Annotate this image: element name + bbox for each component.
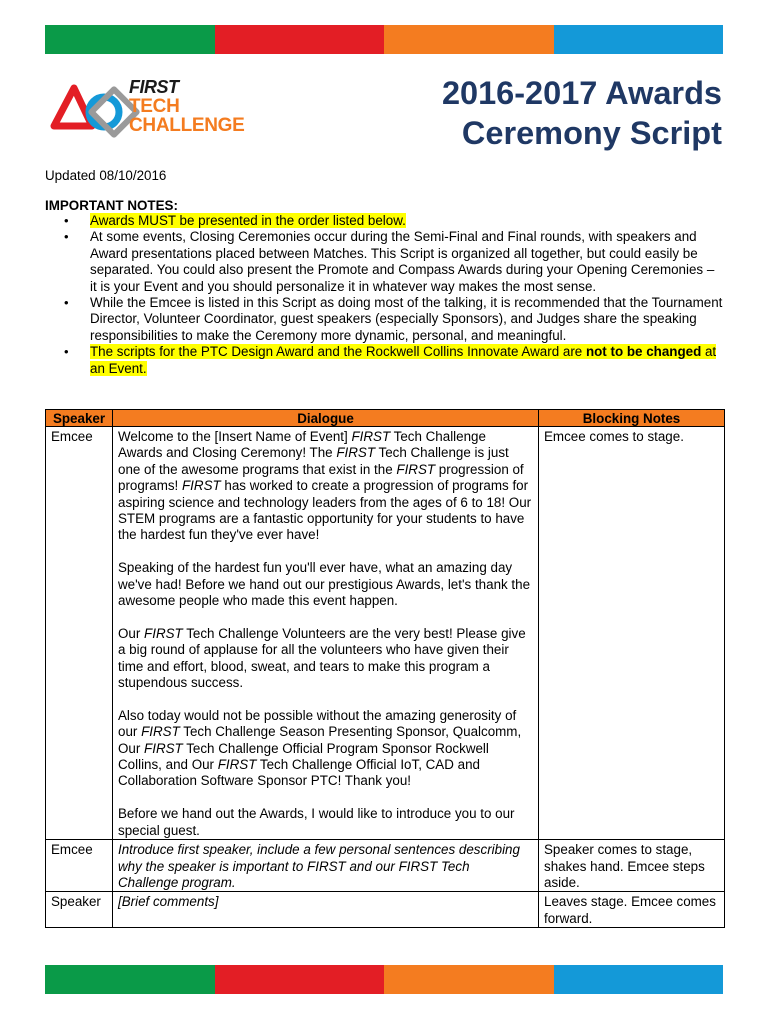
note-item	[62, 344, 724, 377]
text-part: Welcome to the [Insert Name of Event]	[118, 429, 352, 444]
note-text: Awards MUST be presented in the order listed below.	[90, 213, 406, 228]
text-part: Tech Challenge is just one of the awesome programs that exist in the	[118, 445, 509, 477]
logo-challenge: CHALLENGE	[129, 115, 245, 136]
note-text	[90, 344, 716, 375]
bar-segment-blue	[554, 25, 724, 54]
text-italic: FIRST	[144, 625, 183, 641]
bar-segment-blue	[554, 965, 724, 994]
cell-dialogue	[113, 427, 539, 840]
text-italic: FIRST	[396, 461, 436, 477]
text-part: Tech Challenge Volunteers are the very best! Please give a big round of applause for all the volunteers who have given their time and effort, blood, sweat, and tears to make this program a stupendous success.	[118, 625, 526, 691]
dialogue-paragraph: Before we hand out the Awards, I would like to introduce you to our special guest.	[118, 806, 515, 838]
cell-blocking-notes: Leaves stage. Emcee comes forward.	[539, 892, 725, 928]
note-text: While the Emcee is listed in this Script as doing most of the talking, it is recommended that the Tournament Director, Volunteer Coordinator, guest speakers (especially Sponsors), and Judges share the speaking responsibilities to make the Ceremony more dynamic, personal, and meaningful.	[90, 295, 723, 343]
table-row	[46, 840, 725, 892]
bullet-icon: •	[64, 344, 69, 360]
cell-speaker: Speaker	[46, 892, 113, 928]
bullet-icon: •	[64, 213, 69, 228]
note-text-bold: not to be changed	[585, 344, 702, 360]
notes-heading: IMPORTANT NOTES:	[45, 198, 178, 213]
bar-segment-orange	[384, 25, 554, 54]
cell-dialogue: [Brief comments]	[113, 892, 539, 928]
title-line-1: 2016-2017 Awards	[441, 75, 722, 111]
bar-segment-red	[215, 965, 385, 994]
bullet-icon: •	[64, 295, 69, 311]
cell-speaker: Emcee	[46, 427, 113, 840]
page-title	[442, 73, 722, 153]
table-row	[46, 892, 725, 928]
bar-segment-red	[215, 25, 385, 54]
script-table	[45, 409, 725, 928]
bar-segment-green	[45, 965, 215, 994]
bar-segment-orange	[384, 965, 554, 994]
text-part: has worked to create a progression of programs for aspiring science and technology leaders from the ages of 6 to 18! Our STEM programs are a fantastic opportunity for your students to have the hardest fun they've ever have!	[118, 478, 532, 543]
note-item	[62, 213, 724, 229]
text-italic: FIRST	[351, 429, 391, 444]
text-part: Tech Challenge Official Program Sponsor Rockwell Collins, and Our	[118, 740, 489, 773]
note-item	[62, 229, 724, 295]
dialogue-paragraph: Speaking of the hardest fun you'll ever have, what an amazing day we've had! Before we hand out our prestigious Awards, let's thank the awesome people who made this event happen.	[118, 560, 531, 609]
note-text-part: The scripts for the PTC Design Award and the Rockwell Collins Innovate Award are	[90, 344, 586, 360]
text-italic: FIRST	[144, 740, 183, 756]
logo-wordmark	[129, 78, 245, 135]
note-item	[62, 295, 724, 344]
note-text: At some events, Closing Ceremonies occur during the Semi-Final and Final rounds, with speakers and Award presentations placed between Matches. This Script is organized all together, but could easily be separated. You could also present the Promote and Compass Awards during your Opening Ceremonies – it is your Event and you should personalize it in whatever way makes the most sense.	[90, 229, 715, 294]
text-part: Also today would not be possible without the amazing generosity of our	[118, 707, 517, 740]
text-part: Tech Challenge Official IoT, CAD and Collaboration Software Sponsor PTC! Thank you!	[118, 757, 480, 789]
cell-blocking-notes: Emcee comes to stage.	[539, 427, 725, 840]
header-blocking-notes: Blocking Notes	[539, 410, 725, 427]
title-line-2: Ceremony Script	[461, 115, 722, 151]
text-italic: FIRST	[141, 724, 180, 740]
dialogue-paragraph	[118, 429, 533, 544]
table-header-row	[46, 410, 725, 427]
text-part: Our	[118, 625, 145, 641]
cell-dialogue: Introduce first speaker, include a few personal sentences describing why the speaker is important to FIRST and our FIRST Tech Challenge program.	[113, 840, 539, 892]
dialogue-paragraph	[118, 708, 533, 790]
table-row	[46, 427, 725, 840]
bar-segment-green	[45, 25, 215, 54]
text-italic: FIRST	[182, 478, 221, 494]
header-speaker: Speaker	[46, 410, 113, 427]
text-part: Tech Challenge Season Presenting Sponsor, Qualcomm, Our	[118, 724, 522, 756]
bullet-icon: •	[64, 229, 69, 245]
bottom-color-bar	[45, 965, 723, 994]
dialogue-paragraph	[118, 626, 533, 692]
cell-speaker: Emcee	[46, 840, 113, 892]
notes-list	[62, 213, 724, 377]
text-italic: FIRST	[217, 757, 257, 773]
cell-blocking-notes: Speaker comes to stage, shakes hand. Emcee steps aside.	[539, 840, 725, 892]
text-italic: FIRST	[336, 445, 376, 461]
logo-tech: TECH	[129, 96, 180, 117]
note-text-part: at an Event.	[90, 344, 717, 376]
logo-first: FIRST	[129, 77, 179, 97]
text-part: progression of programs!	[118, 461, 524, 494]
top-color-bar	[45, 25, 723, 54]
text-part: Tech Challenge Awards and Closing Ceremony! The	[118, 429, 486, 461]
header-dialogue: Dialogue	[113, 410, 539, 427]
updated-date: Updated 08/10/2016	[45, 168, 167, 183]
